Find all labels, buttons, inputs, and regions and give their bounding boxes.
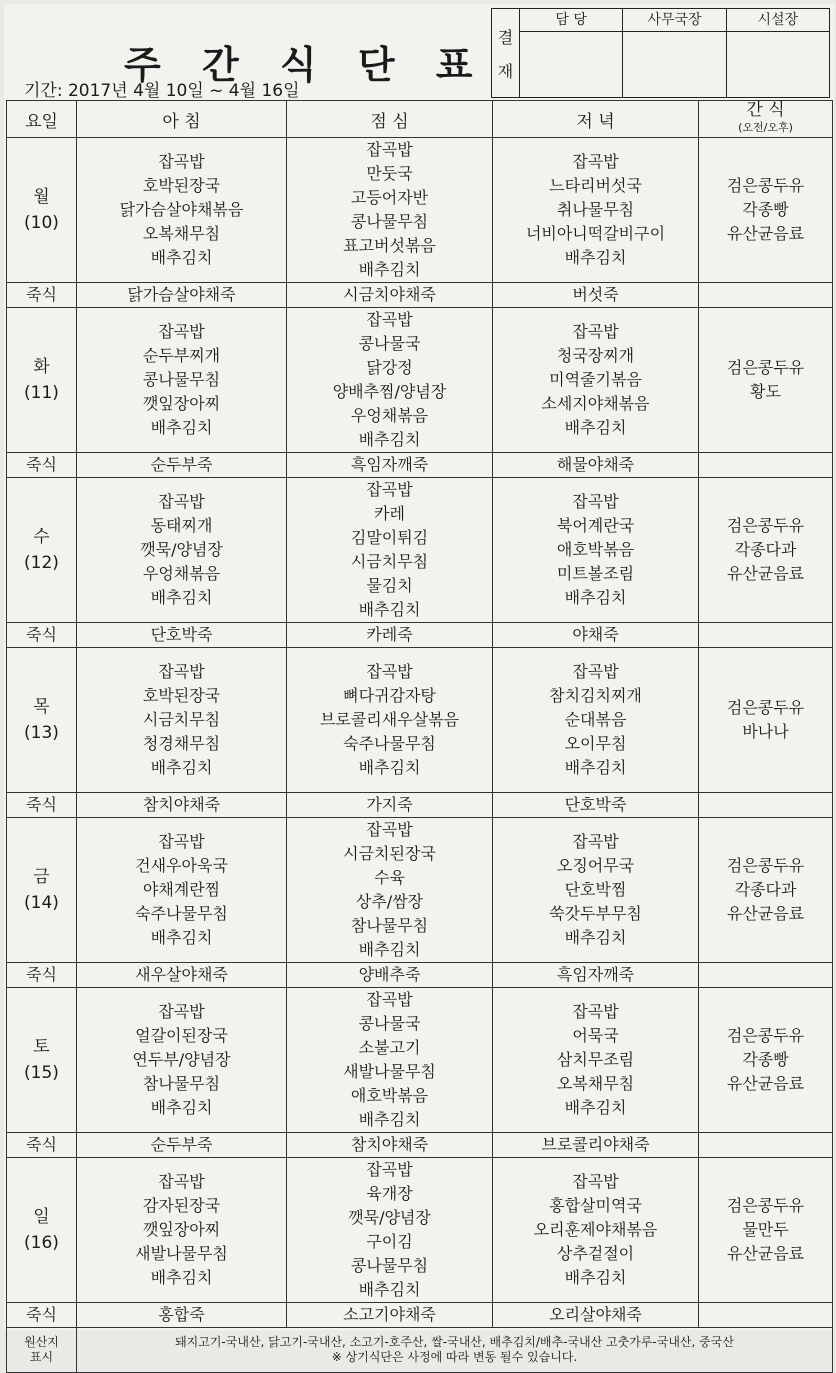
day-name: 월	[33, 187, 50, 207]
day-row	[7, 478, 833, 623]
menu-item: 취나물무침	[556, 200, 635, 219]
approval-col-manager	[623, 9, 726, 97]
breakfast-cell	[77, 648, 287, 793]
menu-item: 배추김치	[150, 1098, 213, 1117]
day-date: (11)	[24, 383, 59, 403]
menu-item: 배추김치	[150, 758, 213, 777]
day-cell	[7, 308, 77, 453]
day-cell	[7, 818, 77, 963]
breakfast-cell	[77, 478, 287, 623]
porridge-snack-empty	[699, 1133, 833, 1158]
menu-item: 잡곡밥	[158, 662, 205, 681]
approval-box	[491, 8, 830, 98]
menu-item: 참나물무침	[142, 1074, 221, 1093]
porridge-label: 죽식	[7, 793, 77, 818]
porridge-item: 흑임자깨죽	[287, 453, 493, 478]
lunch-cell	[287, 988, 493, 1133]
menu-item: 구이김	[366, 1232, 413, 1251]
menu-item: 새발나물무침	[343, 1062, 436, 1081]
approval-role: 사무국장	[623, 9, 725, 32]
menu-item: 각종다과	[734, 880, 797, 899]
menu-item: 유산균음료	[726, 564, 805, 583]
menu-item: 오징어무국	[556, 856, 635, 875]
day-name: 목	[33, 697, 50, 717]
day-name: 수	[33, 527, 50, 547]
menu-item: 배추김치	[150, 418, 213, 437]
approval-col-director	[727, 9, 829, 97]
day-row	[7, 818, 833, 963]
menu-item: 카레	[374, 504, 405, 523]
porridge-snack-empty	[699, 1303, 833, 1328]
menu-item: 배추김치	[564, 418, 627, 437]
menu-item: 느타리버섯국	[549, 176, 642, 195]
menu-item: 배추김치	[358, 260, 421, 279]
origin-text: 돼지고기-국내산, 닭고기-국내산, 소고기-호주산, 쌀-국내산, 배추김치/배추-국내산 고춧가루-국내산, 중국산	[175, 1335, 734, 1349]
menu-item: 건새우아욱국	[135, 856, 228, 875]
porridge-item: 흑임자깨죽	[493, 963, 699, 988]
breakfast-cell	[77, 988, 287, 1133]
porridge-item: 순두부죽	[77, 1133, 287, 1158]
snack-cell	[699, 818, 833, 963]
menu-item: 소불고기	[358, 1038, 421, 1057]
header-row	[7, 101, 833, 138]
menu-item: 깻잎장아찌	[142, 394, 221, 413]
menu-item: 잡곡밥	[366, 140, 413, 159]
menu-item: 잡곡밥	[572, 492, 619, 511]
menu-item: 참치김치찌개	[549, 686, 642, 705]
menu-item: 표고버섯볶음	[343, 236, 436, 255]
porridge-item: 가지죽	[287, 793, 493, 818]
menu-item: 야채계란찜	[142, 880, 221, 899]
porridge-item: 순두부죽	[77, 453, 287, 478]
porridge-item: 해물야채죽	[493, 453, 699, 478]
menu-item: 콩나물국	[358, 334, 421, 353]
menu-item: 미역줄기볶음	[549, 370, 642, 389]
day-row	[7, 648, 833, 793]
approval-label	[492, 9, 520, 97]
day-cell	[7, 1158, 77, 1303]
day-name: 일	[33, 1207, 50, 1227]
porridge-label: 죽식	[7, 453, 77, 478]
col-breakfast: 아 침	[77, 101, 287, 138]
menu-item: 상추/쌈장	[355, 892, 424, 911]
menu-item: 뼈다귀감자탕	[343, 686, 436, 705]
day-date: (12)	[24, 553, 59, 573]
menu-item: 김말이튀김	[350, 528, 429, 547]
porridge-item: 단호박죽	[77, 623, 287, 648]
menu-item: 잡곡밥	[572, 1172, 619, 1191]
menu-item: 고등어자반	[350, 188, 429, 207]
menu-item: 북어계란국	[556, 516, 635, 535]
porridge-row	[7, 1133, 833, 1158]
day-cell	[7, 138, 77, 283]
menu-item: 콩나물무침	[350, 212, 429, 231]
day-name: 화	[33, 357, 50, 377]
menu-item: 감자된장국	[142, 1196, 221, 1215]
menu-item: 잡곡밥	[366, 310, 413, 329]
porridge-item: 양배추죽	[287, 963, 493, 988]
menu-item: 물김치	[366, 576, 413, 595]
lunch-cell	[287, 138, 493, 283]
day-date: (13)	[24, 723, 59, 743]
menu-item: 쑥갓두부무침	[549, 904, 642, 923]
menu-item: 유산균음료	[726, 904, 805, 923]
menu-item: 잡곡밥	[366, 480, 413, 499]
menu-item: 배추김치	[564, 248, 627, 267]
porridge-item: 시금치야채죽	[287, 283, 493, 308]
menu-item: 순대볶음	[564, 710, 627, 729]
day-row	[7, 138, 833, 283]
porridge-item: 야채죽	[493, 623, 699, 648]
menu-item: 유산균음료	[726, 224, 805, 243]
change-note: ※ 상기식단은 사정에 따라 변동 될수 있습니다.	[331, 1350, 578, 1364]
dinner-cell	[493, 818, 699, 963]
porridge-row	[7, 1303, 833, 1328]
menu-item: 얼갈이된장국	[135, 1026, 228, 1045]
menu-item: 각종빵	[742, 1050, 789, 1069]
day-date: (14)	[24, 893, 59, 913]
lunch-cell	[287, 308, 493, 453]
menu-item: 애호박볶음	[556, 540, 635, 559]
snack-cell	[699, 988, 833, 1133]
day-date: (16)	[24, 1233, 59, 1253]
menu-item: 상추겉절이	[556, 1244, 635, 1263]
day-row	[7, 988, 833, 1133]
menu-item: 브로콜리새우살볶음	[319, 710, 460, 729]
menu-item: 배추김치	[564, 1098, 627, 1117]
menu-item: 잡곡밥	[158, 832, 205, 851]
snack-cell	[699, 138, 833, 283]
day-date: (15)	[24, 1063, 59, 1083]
menu-item: 동태찌개	[150, 516, 213, 535]
menu-item: 시금치무침	[142, 710, 221, 729]
menu-item: 배추김치	[150, 1268, 213, 1287]
porridge-row	[7, 963, 833, 988]
snack-cell	[699, 478, 833, 623]
menu-item: 잡곡밥	[572, 152, 619, 171]
menu-item: 소세지야채볶음	[541, 394, 650, 413]
menu-item: 단호박찜	[564, 880, 627, 899]
menu-item: 배추김치	[358, 758, 421, 777]
porridge-snack-empty	[699, 623, 833, 648]
menu-item: 닭가슴살야채볶음	[119, 200, 244, 219]
approval-label-bottom: 재	[497, 61, 514, 81]
menu-item: 육개장	[366, 1184, 413, 1203]
menu-item: 숙주나물무침	[343, 734, 436, 753]
porridge-snack-empty	[699, 453, 833, 478]
day-date: (10)	[24, 213, 59, 233]
menu-item: 물만두	[742, 1220, 789, 1239]
porridge-row	[7, 453, 833, 478]
breakfast-cell	[77, 1158, 287, 1303]
menu-item: 우엉채볶음	[350, 406, 429, 425]
dinner-cell	[493, 478, 699, 623]
signature-box	[623, 32, 725, 97]
porridge-snack-empty	[699, 283, 833, 308]
snack-cell	[699, 308, 833, 453]
breakfast-cell	[77, 138, 287, 283]
approval-col-staff	[520, 9, 623, 97]
menu-item: 잡곡밥	[158, 1172, 205, 1191]
menu-item: 콩나물국	[358, 1014, 421, 1033]
porridge-item: 참치야채죽	[287, 1133, 493, 1158]
menu-item: 오이무침	[564, 734, 627, 753]
period-text: 기간: 2017년 4월 10일 ~ 4월 16일	[24, 81, 300, 101]
menu-item: 연두부/양념장	[132, 1050, 231, 1069]
menu-item: 유산균음료	[726, 1074, 805, 1093]
dinner-cell	[493, 308, 699, 453]
menu-item: 우엉채볶음	[142, 564, 221, 583]
porridge-label: 죽식	[7, 1303, 77, 1328]
lunch-cell	[287, 1158, 493, 1303]
footer-row	[7, 1328, 833, 1373]
menu-item: 검은콩두유	[726, 516, 805, 535]
menu-sheet	[4, 4, 834, 1364]
origin-info	[77, 1328, 833, 1373]
menu-item: 배추김치	[564, 588, 627, 607]
menu-item: 배추김치	[564, 928, 627, 947]
menu-item: 새발나물무침	[135, 1244, 228, 1263]
menu-item: 숙주나물무침	[135, 904, 228, 923]
col-snack	[699, 101, 833, 138]
porridge-item: 오리살야채죽	[493, 1303, 699, 1328]
porridge-row	[7, 283, 833, 308]
menu-item: 닭강정	[366, 358, 413, 377]
menu-item: 참나물무침	[350, 916, 429, 935]
menu-item: 오복채무침	[142, 224, 221, 243]
menu-item: 오복채무침	[556, 1074, 635, 1093]
menu-item: 만둣국	[366, 164, 413, 183]
col-lunch: 점 심	[287, 101, 493, 138]
menu-item: 콩나물무침	[350, 1256, 429, 1275]
menu-item: 유산균음료	[726, 1244, 805, 1263]
menu-item: 잡곡밥	[572, 832, 619, 851]
signature-box	[520, 32, 622, 97]
menu-item: 콩나물무침	[142, 370, 221, 389]
menu-item: 깻잎장아찌	[142, 1220, 221, 1239]
col-dinner: 저 녁	[493, 101, 699, 138]
porridge-item: 홍합죽	[77, 1303, 287, 1328]
lunch-cell	[287, 818, 493, 963]
porridge-label: 죽식	[7, 623, 77, 648]
menu-item: 검은콩두유	[726, 698, 805, 717]
col-snack-note: (오전/오후)	[738, 121, 793, 134]
dinner-cell	[493, 1158, 699, 1303]
porridge-snack-empty	[699, 793, 833, 818]
menu-item: 잡곡밥	[572, 1002, 619, 1021]
snack-cell	[699, 1158, 833, 1303]
dinner-cell	[493, 138, 699, 283]
menu-item: 각종다과	[734, 540, 797, 559]
porridge-item: 닭가슴살야채죽	[77, 283, 287, 308]
menu-item: 삼치무조림	[556, 1050, 635, 1069]
menu-item: 바나나	[742, 722, 789, 741]
menu-item: 잡곡밥	[158, 492, 205, 511]
porridge-label: 죽식	[7, 963, 77, 988]
menu-item: 시금치된장국	[343, 844, 436, 863]
menu-item: 깻묵/양념장	[140, 540, 223, 559]
porridge-item: 새우살야채죽	[77, 963, 287, 988]
menu-item: 순두부찌개	[142, 346, 221, 365]
menu-table	[6, 100, 833, 1373]
menu-item: 배추김치	[150, 928, 213, 947]
menu-item: 깻묵/양념장	[348, 1208, 431, 1227]
origin-label-1: 원산지	[24, 1335, 59, 1349]
menu-item: 청국장찌개	[556, 346, 635, 365]
menu-item: 배추김치	[358, 1110, 421, 1129]
approval-role: 시설장	[727, 9, 829, 32]
approval-label-top: 결	[497, 27, 514, 47]
menu-item: 배추김치	[358, 430, 421, 449]
porridge-item: 소고기야채죽	[287, 1303, 493, 1328]
origin-label	[7, 1328, 77, 1373]
menu-body	[7, 138, 833, 1328]
menu-item: 검은콩두유	[726, 1026, 805, 1045]
approval-role: 담 당	[520, 9, 622, 32]
col-day: 요일	[7, 101, 77, 138]
menu-item: 잡곡밥	[366, 820, 413, 839]
menu-item: 검은콩두유	[726, 358, 805, 377]
porridge-item: 카레죽	[287, 623, 493, 648]
day-cell	[7, 648, 77, 793]
page-title: 주 간 식 단 표	[124, 43, 487, 87]
menu-item: 배추김치	[358, 1280, 421, 1299]
porridge-label: 죽식	[7, 1133, 77, 1158]
menu-item: 잡곡밥	[572, 322, 619, 341]
day-row	[7, 308, 833, 453]
header	[4, 4, 834, 104]
menu-item: 잡곡밥	[158, 1002, 205, 1021]
menu-item: 양배추찜/양념장	[332, 382, 447, 401]
menu-item: 호박된장국	[142, 686, 221, 705]
day-cell	[7, 988, 77, 1133]
lunch-cell	[287, 478, 493, 623]
menu-item: 잡곡밥	[572, 662, 619, 681]
porridge-label: 죽식	[7, 283, 77, 308]
porridge-item: 버섯죽	[493, 283, 699, 308]
breakfast-cell	[77, 308, 287, 453]
menu-item: 애호박볶음	[350, 1086, 429, 1105]
dinner-cell	[493, 988, 699, 1133]
day-cell	[7, 478, 77, 623]
menu-item: 오리훈제야채볶음	[533, 1220, 658, 1239]
menu-item: 미트볼조림	[556, 564, 635, 583]
porridge-item: 단호박죽	[493, 793, 699, 818]
menu-item: 호박된장국	[142, 176, 221, 195]
dinner-cell	[493, 648, 699, 793]
signature-box	[727, 32, 829, 97]
menu-item: 잡곡밥	[158, 322, 205, 341]
menu-item: 잡곡밥	[366, 662, 413, 681]
menu-item: 배추김치	[358, 600, 421, 619]
porridge-snack-empty	[699, 963, 833, 988]
menu-item: 황도	[750, 382, 781, 401]
menu-item: 수육	[374, 868, 405, 887]
breakfast-cell	[77, 818, 287, 963]
porridge-row	[7, 623, 833, 648]
col-snack-label: 간 식	[746, 100, 785, 120]
day-name: 금	[33, 867, 50, 887]
menu-item: 각종빵	[742, 200, 789, 219]
menu-item: 배추김치	[150, 248, 213, 267]
menu-item: 배추김치	[564, 758, 627, 777]
porridge-item: 참치야채죽	[77, 793, 287, 818]
origin-label-2: 표시	[29, 1350, 54, 1364]
menu-item: 검은콩두유	[726, 1196, 805, 1215]
menu-item: 시금치무침	[350, 552, 429, 571]
menu-item: 너비아니떡갈비구이	[525, 224, 666, 243]
porridge-item: 브로콜리야채죽	[493, 1133, 699, 1158]
day-row	[7, 1158, 833, 1303]
menu-item: 검은콩두유	[726, 176, 805, 195]
menu-item: 배추김치	[358, 940, 421, 959]
menu-item: 홍합살미역국	[549, 1196, 642, 1215]
menu-item: 잡곡밥	[366, 1160, 413, 1179]
menu-item: 검은콩두유	[726, 856, 805, 875]
snack-cell	[699, 648, 833, 793]
menu-item: 배추김치	[564, 1268, 627, 1287]
menu-item: 어묵국	[572, 1026, 619, 1045]
lunch-cell	[287, 648, 493, 793]
menu-item: 잡곡밥	[158, 152, 205, 171]
menu-item: 잡곡밥	[366, 990, 413, 1009]
menu-item: 청경채무침	[142, 734, 221, 753]
menu-item: 배추김치	[150, 588, 213, 607]
day-name: 토	[33, 1037, 50, 1057]
porridge-row	[7, 793, 833, 818]
